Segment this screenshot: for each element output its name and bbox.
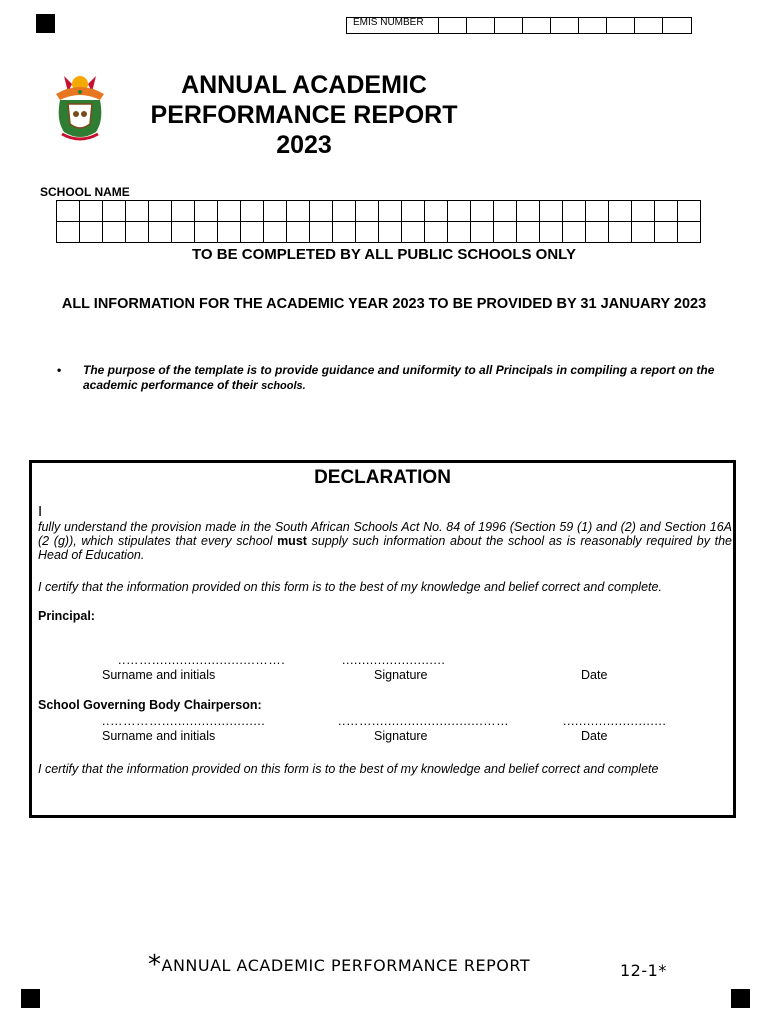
school-name-cell[interactable] <box>586 222 609 243</box>
school-name-cell[interactable] <box>333 201 356 222</box>
emis-cell[interactable] <box>579 18 607 33</box>
school-name-cell[interactable] <box>57 201 80 222</box>
school-name-cell[interactable] <box>379 201 402 222</box>
school-grid-row <box>57 201 701 222</box>
principal-date-caption: Date <box>581 668 608 682</box>
emis-cell[interactable] <box>551 18 579 33</box>
school-name-cell[interactable] <box>448 222 471 243</box>
school-name-cell[interactable] <box>402 222 425 243</box>
school-name-cell[interactable] <box>310 222 333 243</box>
school-name-cell[interactable] <box>678 222 701 243</box>
certify-statement-2: I certify that the information provided on this form is to the best of my knowledge and belief correct and complete <box>38 762 659 776</box>
school-name-cell[interactable] <box>425 222 448 243</box>
deadline-notice: ALL INFORMATION FOR THE ACADEMIC YEAR 2023 TO BE PROVIDED BY 31 JANUARY 2023 <box>61 296 707 312</box>
school-name-cell[interactable] <box>356 222 379 243</box>
school-name-cell[interactable] <box>448 201 471 222</box>
principal-signature-line[interactable]: .......................... <box>342 653 446 667</box>
school-name-cell[interactable] <box>57 222 80 243</box>
school-name-cell[interactable] <box>678 201 701 222</box>
sgb-name-line[interactable]: ..………….......................... <box>102 714 266 728</box>
school-name-cell[interactable] <box>540 222 563 243</box>
school-name-cell[interactable] <box>241 222 264 243</box>
principal-surname-caption: Surname and initials <box>102 668 216 682</box>
school-name-cell[interactable] <box>264 201 287 222</box>
emis-cell[interactable] <box>467 18 495 33</box>
title-line-2: PERFORMANCE REPORT <box>150 101 458 129</box>
title-line-1: ANNUAL ACADEMIC <box>181 71 427 99</box>
sgb-date-line[interactable]: .......................... <box>563 714 667 728</box>
school-name-cell[interactable] <box>172 222 195 243</box>
must-word: must <box>277 534 307 548</box>
declaration-paragraph <box>38 520 732 562</box>
school-name-cell[interactable] <box>126 222 149 243</box>
school-name-cell[interactable] <box>379 222 402 243</box>
school-name-cell[interactable] <box>103 222 126 243</box>
emis-cell[interactable] <box>523 18 551 33</box>
school-name-cell[interactable] <box>218 222 241 243</box>
completion-notice: TO BE COMPLETED BY ALL PUBLIC SCHOOLS ONLY <box>192 246 576 263</box>
school-name-cell[interactable] <box>149 222 172 243</box>
school-name-cell[interactable] <box>287 201 310 222</box>
school-name-cell[interactable] <box>264 222 287 243</box>
school-grid-row <box>57 222 701 243</box>
school-name-cell[interactable] <box>425 201 448 222</box>
bullet-end-text: schools. <box>261 380 306 392</box>
school-name-cell[interactable] <box>310 201 333 222</box>
sgb-surname-caption: Surname and initials <box>102 729 216 743</box>
school-name-cell[interactable] <box>126 201 149 222</box>
school-name-cell[interactable] <box>195 201 218 222</box>
emis-cell[interactable] <box>607 18 635 33</box>
corner-marker-top-left <box>36 14 55 33</box>
para-part-a: fully understand the provision made in the South African Schools Act No. 84 of 1996 (Section 59 (1) and (2) and Section 16A (2 (g)), which stipulates that every school <box>38 520 732 548</box>
school-name-label: SCHOOL NAME <box>40 185 130 199</box>
principal-name-line[interactable]: ..……..........................……. <box>118 653 286 667</box>
emis-cell[interactable] <box>439 18 467 33</box>
school-name-cell[interactable] <box>609 201 632 222</box>
emis-cell[interactable] <box>663 18 691 33</box>
emis-cell[interactable] <box>635 18 663 33</box>
corner-marker-bottom-right <box>731 989 750 1008</box>
school-name-cell[interactable] <box>241 201 264 222</box>
purpose-bullet <box>57 363 729 394</box>
school-name-cell[interactable] <box>586 201 609 222</box>
declaration-title: DECLARATION <box>314 467 451 488</box>
footer-title <box>148 950 530 980</box>
sgb-signature-caption: Signature <box>374 729 428 743</box>
declarant-name-line[interactable]: I <box>38 503 43 520</box>
school-name-cell[interactable] <box>655 222 678 243</box>
school-name-grid[interactable] <box>56 200 701 243</box>
school-name-cell[interactable] <box>80 222 103 243</box>
school-name-cell[interactable] <box>609 222 632 243</box>
para-part-b: supply such information about the school as is reasonably required by the Head of Education. <box>38 534 732 562</box>
declaration-box <box>29 460 736 818</box>
principal-signature-caption: Signature <box>374 668 428 682</box>
school-name-cell[interactable] <box>402 201 425 222</box>
school-name-cell[interactable] <box>218 201 241 222</box>
school-name-cell[interactable] <box>632 201 655 222</box>
school-name-cell[interactable] <box>195 222 218 243</box>
school-name-cell[interactable] <box>149 201 172 222</box>
certify-statement-1: I certify that the information provided on this form is to the best of my knowledge and belief correct and complete. <box>38 580 662 594</box>
emis-label: EMIS NUMBER <box>347 18 439 33</box>
school-name-cell[interactable] <box>632 222 655 243</box>
coat-of-arms-icon <box>50 70 110 144</box>
school-name-cell[interactable] <box>540 201 563 222</box>
corner-marker-bottom-left <box>21 989 40 1008</box>
school-name-cell[interactable] <box>333 222 356 243</box>
sgb-signature-line[interactable]: ..……............................…… <box>338 714 510 728</box>
school-name-cell[interactable] <box>494 222 517 243</box>
sgb-date-caption: Date <box>581 729 608 743</box>
emis-number-field[interactable] <box>346 17 692 34</box>
school-name-cell[interactable] <box>563 222 586 243</box>
emis-cell[interactable] <box>495 18 523 33</box>
school-name-cell[interactable] <box>517 222 540 243</box>
principal-label: Principal: <box>38 609 95 623</box>
footer-code: 12-1* <box>620 961 667 980</box>
school-name-cell[interactable] <box>471 201 494 222</box>
sgb-chairperson-label: School Governing Body Chairperson: <box>38 698 262 712</box>
footer-star: * <box>148 950 162 980</box>
school-name-cell[interactable] <box>80 201 103 222</box>
bullet-icon: • <box>57 363 62 377</box>
bullet-main-text: The purpose of the template is to provide guidance and uniformity to all Principals in compiling a report on the academic performance of their <box>83 363 715 392</box>
footer-text: ANNUAL ACADEMIC PERFORMANCE REPORT <box>161 956 531 975</box>
school-name-cell[interactable] <box>172 201 195 222</box>
title-year: 2023 <box>276 131 332 159</box>
school-name-cell[interactable] <box>563 201 586 222</box>
school-name-cell[interactable] <box>471 222 494 243</box>
school-name-cell[interactable] <box>356 201 379 222</box>
school-name-cell[interactable] <box>494 201 517 222</box>
school-name-cell[interactable] <box>655 201 678 222</box>
school-name-cell[interactable] <box>103 201 126 222</box>
school-name-cell[interactable] <box>287 222 310 243</box>
school-name-cell[interactable] <box>517 201 540 222</box>
report-title <box>110 70 498 160</box>
